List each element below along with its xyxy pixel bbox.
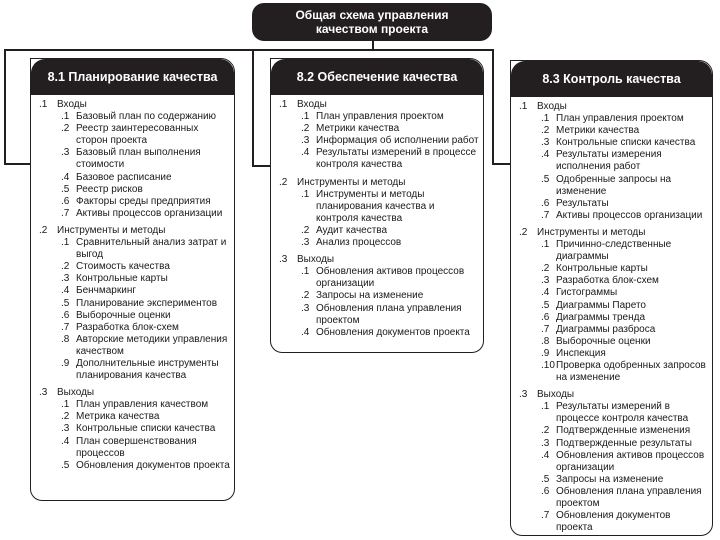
group-title: Выходы [537,389,575,401]
list-item [35,358,230,382]
item-number: .5 [541,473,550,485]
list-item [515,401,708,425]
item-number: .2 [61,411,70,423]
item-text: Инструменты и методы планирования качества и контроля качества [316,188,435,224]
list-item [515,174,708,198]
item-number: .1 [301,111,310,123]
item-text: Базовый план выполнения стоимости [76,147,201,171]
list-item [35,123,230,147]
item-text: Реестр заинтересованных сторон проекта [76,123,199,147]
item-number: .5 [541,173,550,185]
list-item [35,298,230,310]
item-number: .3 [301,135,310,147]
list-item [515,360,708,384]
connector-right-drop [492,49,494,164]
list-item [35,147,230,171]
item-text: Базовое расписание [76,171,172,183]
item-text: Активы процессов организации [556,209,703,221]
process-group [275,99,479,172]
item-text: Проверка одобренных запросов на изменение [556,359,706,384]
item-number: .5 [61,297,70,309]
group-header [275,99,479,111]
list-item [515,137,708,149]
item-number: .2 [541,425,550,437]
list-item [515,324,708,336]
list-item [515,275,708,287]
item-text: Информация об исполнении работ [316,135,479,147]
item-number: .3 [61,147,70,159]
process-title: 8.3 Контроль качества [511,61,712,97]
group-number: .2 [279,176,288,188]
item-number: .4 [541,287,550,299]
item-number: .3 [541,137,550,149]
item-number: .7 [61,207,70,219]
item-text: Реестр рисков [76,183,143,195]
item-text: Контрольные карты [556,263,648,275]
item-text: Дополнительные инструменты планирования качества [76,357,219,382]
list-item [275,266,479,290]
group-header [515,227,708,239]
item-text: Обновления документов проекта [316,326,470,338]
item-text: Активы процессов организации [76,207,223,219]
item-number: .3 [61,273,70,285]
group-header [515,101,708,113]
item-text: Обновления документов проекта [76,459,230,471]
item-number: .1 [301,266,310,278]
item-text: Одобренные запросы на изменение [556,173,672,197]
connector-middle-drop [252,49,254,166]
list-item [515,263,708,275]
list-item [515,239,708,263]
list-item [515,510,708,534]
list-item [275,327,479,339]
item-number: .10 [541,359,555,371]
item-text: План управления качеством [76,399,209,411]
item-number: .3 [541,275,550,287]
group-title: Входы [57,99,87,110]
item-number: .2 [61,261,70,273]
process-body [511,97,712,534]
list-item [275,111,479,123]
list-item [515,348,708,360]
item-number: .1 [61,237,70,249]
item-number: .7 [61,321,70,333]
item-text: Обновления активов процессов организации [556,449,705,473]
list-item [35,261,230,273]
group-title: Инструменты и методы [57,224,166,236]
item-text: Контрольные карты [76,273,168,285]
item-number: .3 [301,302,310,314]
list-item [515,210,708,222]
item-text: Инспекция [556,347,606,359]
list-item [35,273,230,285]
item-text: Метрики качества [556,125,640,137]
item-text: Метрика качества [76,411,160,423]
item-number: .9 [61,357,70,369]
item-number: .1 [301,188,310,200]
item-text: Диаграммы Парето [556,299,646,311]
connector-left-drop [4,49,6,164]
group-title: Входы [537,101,567,112]
group-title: Инструменты и методы [537,226,646,238]
list-item [515,474,708,486]
group-number: .1 [39,99,48,110]
item-text: Обновления плана управления проектом [556,485,702,509]
list-item [275,123,479,135]
connector-right-stub [492,163,511,165]
item-number: .3 [61,423,70,435]
item-text: Обновления активов процессов организации [316,266,465,290]
list-item [35,423,230,435]
process-group [275,254,479,339]
list-item [35,399,230,411]
root-title-line1: Общая схема управления [295,8,449,22]
process-box-assurance [270,58,484,353]
group-title: Входы [297,99,327,110]
group-header [35,99,230,111]
item-number: .7 [541,209,550,221]
item-text: Запросы на изменение [316,290,424,302]
process-group [35,387,230,472]
list-item [275,290,479,302]
group-title: Инструменты и методы [297,176,406,188]
list-item [515,312,708,324]
item-number: .6 [61,309,70,321]
item-text: Гистограммы [556,287,618,299]
item-number: .2 [301,224,310,236]
item-number: .7 [541,323,550,335]
list-item [515,438,708,450]
process-group [515,389,708,534]
group-number: .3 [279,254,288,266]
list-item [35,411,230,423]
list-item [275,189,479,225]
item-text: Результаты измерения исполнения работ [556,149,662,173]
process-box-planning [30,58,235,501]
item-number: .2 [301,123,310,135]
item-number: .1 [541,401,550,413]
item-number: .4 [541,149,550,161]
item-text: План управления проектом [316,111,444,123]
item-number: .6 [541,197,550,209]
list-item [35,208,230,220]
process-group [515,101,708,222]
item-number: .5 [61,183,70,195]
process-group [515,227,708,384]
process-body [31,95,234,472]
item-number: .8 [61,333,70,345]
item-text: Диаграммы разброса [556,323,656,335]
list-item [515,125,708,137]
group-header [275,254,479,266]
item-number: .5 [61,459,70,471]
list-item [275,237,479,249]
item-number: .2 [541,125,550,137]
item-number: .1 [61,111,70,123]
list-item [35,285,230,297]
item-text: Сравнительный анализ затрат и выгод [76,237,227,261]
item-number: .6 [541,485,550,497]
item-text: Результаты [556,197,609,209]
list-item [275,147,479,171]
group-header [275,177,479,189]
item-number: .4 [301,147,310,159]
list-item [35,310,230,322]
process-body [271,95,483,339]
list-item [35,172,230,184]
list-item [515,198,708,210]
list-item [35,436,230,460]
group-number: .2 [39,224,48,236]
item-text: Обновления плана управления проектом [316,302,462,326]
list-item [515,425,708,437]
connector-left-stub [4,163,31,165]
process-box-control [510,60,713,536]
item-number: .1 [541,113,550,125]
item-text: Метрики качества [316,123,400,135]
item-text: Причинно-следственные диаграммы [556,239,672,263]
item-number: .1 [541,239,550,251]
item-number: .4 [541,449,550,461]
process-group [35,99,230,220]
item-number: .2 [61,123,70,135]
list-item [515,336,708,348]
item-text: Запросы на изменение [556,473,664,485]
item-number: .5 [541,299,550,311]
item-number: .2 [541,263,550,275]
item-number: .1 [61,399,70,411]
item-text: Контрольные списки качества [556,137,696,149]
item-text: План управления проектом [556,113,684,125]
group-header [515,389,708,401]
item-number: .3 [541,437,550,449]
item-text: Аудит качества [316,224,388,236]
item-number: .2 [301,290,310,302]
connector-horizontal-bus [4,49,493,51]
list-item [35,460,230,472]
list-item [35,334,230,358]
group-number: .3 [39,387,48,399]
item-text: Выборочные оценки [76,309,171,321]
process-group [35,225,230,382]
list-item [35,184,230,196]
list-item [515,113,708,125]
item-number: .6 [541,311,550,323]
item-text: Диаграммы тренда [556,311,646,323]
list-item [35,322,230,334]
process-group [275,177,479,250]
item-text: План совершенствования процессов [76,435,197,459]
item-text: Планирование экспериментов [76,297,218,309]
item-text: Подтвержденные результаты [556,437,692,449]
connector-middle-stub [252,165,271,167]
root-title-line2: качеством проекта [315,22,429,36]
root-node [252,3,492,41]
item-number: .4 [61,171,70,183]
item-number: .8 [541,335,550,347]
list-item [515,486,708,510]
list-item [515,149,708,173]
item-text: Выборочные оценки [556,335,651,347]
list-item [515,450,708,474]
group-header [35,387,230,399]
item-text: Контрольные списки качества [76,423,216,435]
item-number: .7 [541,510,550,522]
list-item [515,300,708,312]
list-item [35,237,230,261]
item-text: Анализ процессов [316,237,402,249]
item-text: Подтвержденные изменения [556,425,691,437]
item-text: Результаты измерений в процессе контроля качества [316,147,477,171]
list-item [275,303,479,327]
process-title: 8.2 Обеспечение качества [271,59,483,95]
group-title: Выходы [297,254,335,266]
list-item [35,196,230,208]
item-number: .9 [541,347,550,359]
process-title: 8.1 Планирование качества [31,59,234,95]
item-number: .4 [301,326,310,338]
item-text: Авторские методики управления качеством [76,333,228,357]
item-number: .4 [61,435,70,447]
group-number: .1 [519,101,528,112]
item-text: Бенчмаркинг [76,285,136,297]
list-item [275,225,479,237]
item-text: Разработка блок-схем [556,275,659,287]
group-number: .1 [279,99,288,110]
group-header [35,225,230,237]
group-number: .2 [519,226,528,238]
item-text: Факторы среды предприятия [76,195,211,207]
group-title: Выходы [57,387,95,399]
group-number: .3 [519,389,528,401]
item-number: .6 [61,195,70,207]
item-number: .3 [301,237,310,249]
item-text: Результаты измерений в процессе контроля качества [556,401,689,425]
item-text: Базовый план по содержанию [76,111,217,123]
item-text: Стоимость качества [76,261,170,273]
item-text: Разработка блок-схем [76,321,179,333]
list-item [515,287,708,299]
item-number: .4 [61,285,70,297]
item-text: Обновления документов проекта [556,510,671,534]
list-item [275,135,479,147]
list-item [35,111,230,123]
